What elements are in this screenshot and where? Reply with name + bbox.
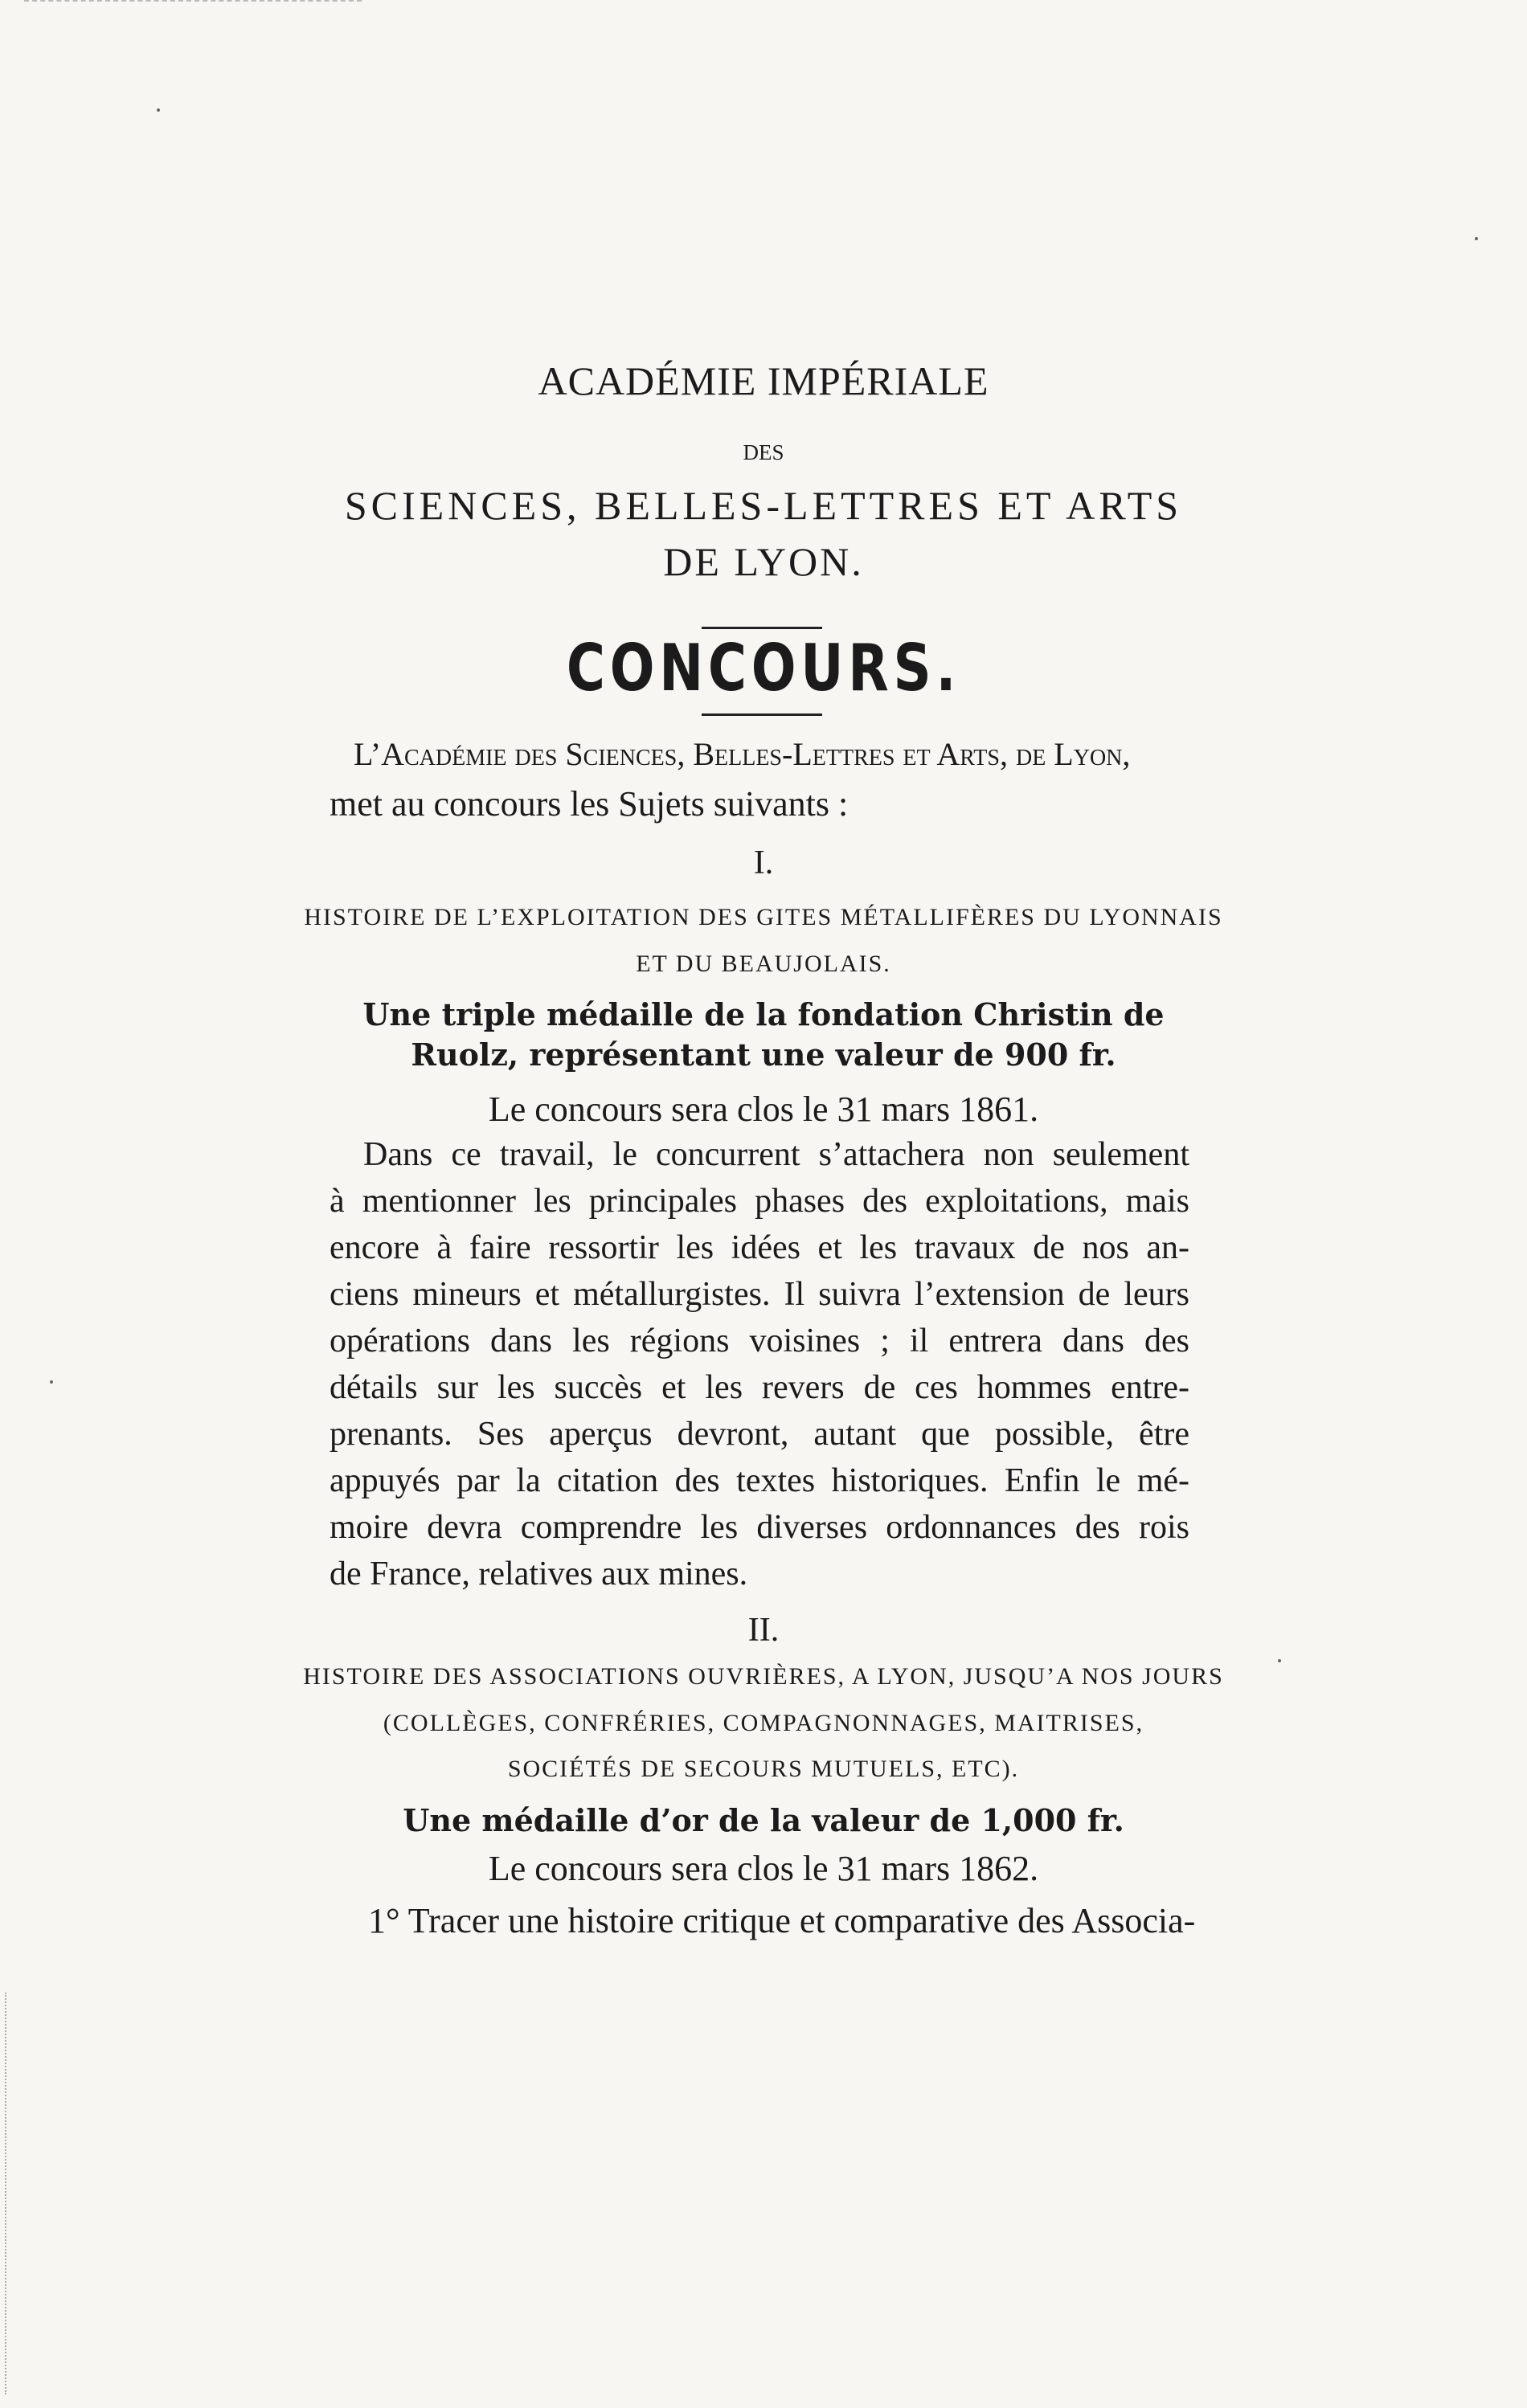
section2-subject-line3: SOCIÉTÉS DE SECOURS MUTUELS, ETC). [507,1756,1020,1782]
paragraph-line: opérations dans les régions voisines ; il entrera dans des [330,1323,1189,1359]
speck [157,108,160,112]
section-numeral-1: I. [753,844,774,881]
intro-line-1: L’Académie des Sciences, Belles-Lettres et Arts, de Lyon, [354,736,1131,772]
speck [1278,1659,1281,1662]
speck [50,1380,53,1384]
paragraph-line: Dans ce travail, le concurrent s’attachera non seulement [363,1136,1189,1173]
intro-line-2: met au concours les Sujets suivants : [330,784,849,824]
section1-subject-line2: ET DU BEAUJOLAIS. [636,951,891,977]
section2-first-line: 1° Tracer une histoire critique et comparative des Associa- [368,1901,1196,1940]
section1-closing-date: Le concours sera clos le 31 mars 1861. [488,1090,1039,1129]
paragraph-line: appuyés par la citation des textes historiques. Enfin le mé- [330,1462,1189,1499]
concours-heading: CONCOURS. [566,631,961,705]
academy-title-line2: SCIENCES, BELLES-LETTRES ET ARTS [344,483,1183,528]
section1-prize-line2: Ruolz, représentant une valeur de 900 fr. [411,1036,1116,1073]
scan-artifact-top [24,0,362,5]
section2-subject-line1: HISTOIRE DES ASSOCIATIONS OUVRIÈRES, A LYON, JUSQU’A NOS JOURS [303,1663,1224,1690]
paragraph-line: de France, relatives aux mines. [330,1556,748,1592]
paragraph-line: ciens mineurs et métallurgistes. Il suivra l’extension de leurs [330,1276,1189,1313]
rule-below-concours [702,713,822,716]
section-numeral-2: II. [747,1612,780,1649]
scan-artifact-left [5,1993,9,2394]
speck [1475,237,1478,240]
rule-above-concours [702,627,822,629]
section2-prize: Une médaille d’or de la valeur de 1,000 fr. [403,1802,1124,1838]
paragraph-line: à mentionner les principales phases des exploitations, mais [330,1183,1189,1220]
section1-paragraph [330,1131,1189,1597]
paragraph-line: encore à faire ressortir les idées et les travaux de nos an- [330,1229,1189,1266]
academy-title: ACADÉMIE IMPÉRIALE [538,358,989,403]
section1-subject-line1: HISTOIRE DE L’EXPLOITATION DES GITES MÉTALLIFÈRES DU LYONNAIS [304,904,1223,930]
section2-closing-date: Le concours sera clos le 31 mars 1862. [488,1849,1039,1888]
paragraph-line: détails sur les succès et les revers de ces hommes entre- [330,1369,1189,1406]
section2-subject-line2: (COLLÈGES, CONFRÉRIES, COMPAGNONNAGES, MAITRISES, [383,1710,1144,1736]
academy-title-des: DES [743,440,784,464]
academy-title-line3: DE LYON. [663,539,864,584]
paragraph-line: prenants. Ses aperçus devront, autant que possible, être [330,1416,1189,1453]
paragraph-line: moire devra comprendre les diverses ordonnances des rois [330,1509,1189,1546]
section1-prize-line1: Une triple médaille de la fondation Christin de [362,996,1165,1032]
